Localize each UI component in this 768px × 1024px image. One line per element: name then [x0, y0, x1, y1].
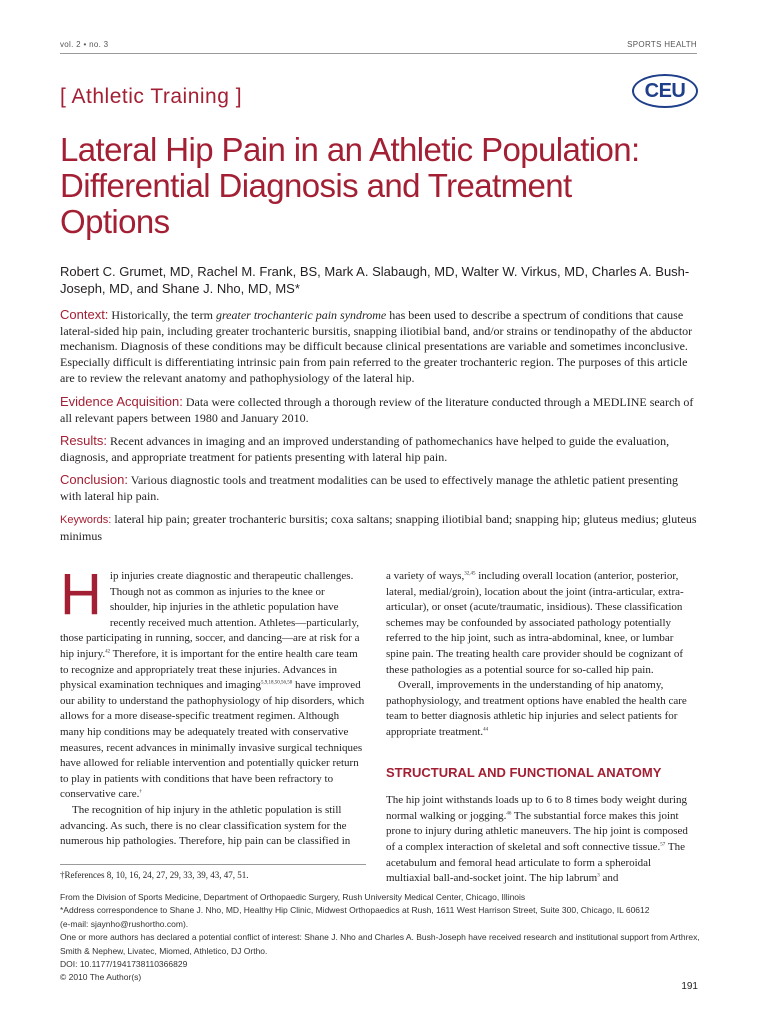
classification-paragraph — [386, 569, 696, 678]
article-title: Lateral Hip Pain in an Athletic Population: Differential Diagnosis and Treatment Options — [60, 131, 640, 240]
conclusion-label: Conclusion: — [60, 472, 128, 487]
doi-line: DOI: 10.1177/1941738110366829 — [60, 959, 188, 970]
citation-ref: 5,9,18,50,56,58 — [261, 680, 293, 686]
section-label: [ Athletic Training ] — [60, 85, 243, 108]
page-number: 191 — [681, 981, 698, 992]
drop-cap: H — [60, 562, 102, 627]
context-text-pre: Historically, the term — [108, 308, 216, 322]
overall-paragraph — [386, 678, 696, 740]
results-text: Recent advances in imaging and an improved understanding of pathomechanics have helped to guide the evaluation, diagnosis, and appropriate treatment for patients presenting with lateral hip pain. — [60, 434, 670, 464]
citation-ref: 46 — [506, 811, 512, 817]
context-label: Context: — [60, 307, 109, 322]
journal-name: SPORTS HEALTH — [627, 40, 697, 49]
context-term: greater trochanteric pain syndrome — [215, 308, 387, 322]
citation-ref: † — [139, 789, 142, 795]
header-rule — [60, 53, 697, 54]
citation-ref: 32,45 — [464, 571, 476, 577]
abstract-results — [60, 433, 697, 465]
intro-text-1: ip injuries create diagnostic and therapeutic challenges. Though not as common as injuries to the knee or shoulder, hip injuries in the athletic population have recently received much attention. Athletes—particularly, those participating in running, soccer, and dancing—are at risk for a hip injury. — [60, 570, 360, 660]
conflict-line-2: Smith & Nephew, Livatec, Miomed, Athletico, DJ Ortho. — [60, 945, 268, 956]
intro-text-3: have improved our ability to understand the pathophysiology of hip disorders, which allows for a more disease-specific treatment regimen. Although many hip conditions may be adequately treated with conservative measures, recent advances in minimally invasive surgical techniques have allowed for reliable intervention and potentially quicker return to play in patients with conditions that have been refractory to conservative care. — [60, 679, 365, 801]
classification-text-1: a variety of ways, — [386, 570, 465, 582]
intro-text-2: Therefore, it is important for the entire health care team to recognize and appropriately treat these injuries. Advances in physical examination techniques and imaging — [60, 647, 358, 692]
journal-volume: vol. 2 • no. 3 — [60, 40, 109, 49]
affiliation-line: From the Division of Sports Medicine, Department of Orthopaedic Surgery, Rush University Medical Center, Chicago, Illinois — [60, 892, 526, 902]
copyright-line: © 2010 The Author(s) — [60, 972, 142, 983]
citation-ref: 42 — [105, 649, 111, 655]
citation-ref: 44 — [483, 727, 489, 733]
keywords-label: Keywords: — [60, 514, 112, 526]
body-column-right — [386, 569, 696, 887]
conclusion-text: Various diagnostic tools and treatment modalities can be used to effectively manage the athletic patient presenting with lateral hip pain. — [60, 473, 678, 503]
overall-text: Overall, improvements in the understanding of hip anatomy, pathophysiology, and treatment options have enabled the health care team to better diagnosis athletic hip injuries and select patients for appropriate treatment. — [386, 679, 687, 738]
evidence-label: Evidence Acquisition: — [60, 394, 183, 409]
anatomy-text-2: The substantial force makes this joint prone to injury during athletic maneuvers. The hip joint is composed of a complex interaction of skeletal and soft connective tissue. — [386, 809, 688, 853]
anatomy-text-1: The hip joint withstands loads up to 6 to 8 times body weight during normal walking or jogging. — [386, 794, 687, 822]
citation-ref: 57 — [660, 842, 666, 848]
correspondence-line: *Address correspondence to Shane J. Nho, MD, Healthy Hip Clinic, Midwest Orthopaedics at Rush, 1611 West Harrison Street, Suite 300, Chicago, IL 60612 — [60, 905, 650, 916]
abstract-evidence — [60, 394, 697, 426]
section-heading: STRUCTURAL AND FUNCTIONAL ANATOMY — [386, 764, 662, 780]
footnote: †References 8, 10, 16, 24, 27, 29, 33, 39, 43, 47, 51. — [60, 864, 366, 881]
body-column-left — [60, 562, 366, 850]
citation-ref: 3 — [597, 873, 600, 879]
email-line: (e-mail: sjaynho@rushortho.com). — [60, 918, 189, 929]
ceu-badge-icon: CEU — [632, 74, 698, 108]
anatomy-text-3: The acetabulum and femoral head articulate to form a spheroidal multiaxial ball-and-socket joint. The hip labrum — [386, 840, 685, 885]
anatomy-text-4: and — [599, 872, 619, 885]
intro-paragraph — [60, 562, 366, 803]
affiliations-block — [60, 891, 705, 985]
abstract-context — [60, 307, 697, 387]
abstract-conclusion — [60, 472, 697, 504]
classification-text-2: including overall location (anterior, posterior, lateral, medial/groin), location about the joint (intra-articular, extra-articular), or onset (acute/traumatic, insidious). These classification schemes may be confounded by associated pathology potentially referred to the hip joint, such as intra-abdominal, knee, or lumbar spine pain. The treating health care provider should be cognizant of these pathologies as a potential source for so-called hip pain. — [386, 570, 684, 676]
abstract-keywords — [60, 512, 697, 544]
conflict-line: One or more authors has declared a potential conflict of interest: Shane J. Nho and Charles A. Bush-Joseph have received research and institutional support from Arthrex, — [60, 932, 700, 943]
anatomy-paragraph — [386, 793, 696, 887]
evidence-text: Data were collected through a thorough review of the literature conducted through a MEDLINE search of all relevant papers between 1980 and January 2010. — [60, 395, 694, 425]
results-label: Results: — [60, 433, 107, 448]
recognition-paragraph: The recognition of hip injury in the athletic population is still advancing. As such, there is no clear classification system for the numerous hip pathologies. Therefore, hip pain can be classified in — [60, 803, 351, 848]
author-list: Robert C. Grumet, MD, Rachel M. Frank, BS, Mark A. Slabaugh, MD, Walter W. Virkus, MD, Charles A. Bush-Joseph, MD, and Shane J. Nho, MD, MS* — [60, 264, 690, 296]
context-text-post: has been used to describe a spectrum of conditions that cause lateral-sided hip pain, including greater trochanteric bursitis, snapping iliotibial band, and/or strains or tendinopathy of the abductor mechanism. Diagnosis of these conditions may be difficult because clinical presentations are variable and sometimes inconclusive. Especially difficult is differentiating intrinsic pain from pain referred to the greater trochanteric region. The purposes of this article are to review the relevant anatomy and pathophysiology of the lateral hip. — [60, 308, 693, 385]
keywords-text: lateral hip pain; greater trochanteric bursitis; coxa saltans; snapping iliotibial band; snapping hip; gluteus medius; gluteus minimus — [60, 512, 697, 543]
